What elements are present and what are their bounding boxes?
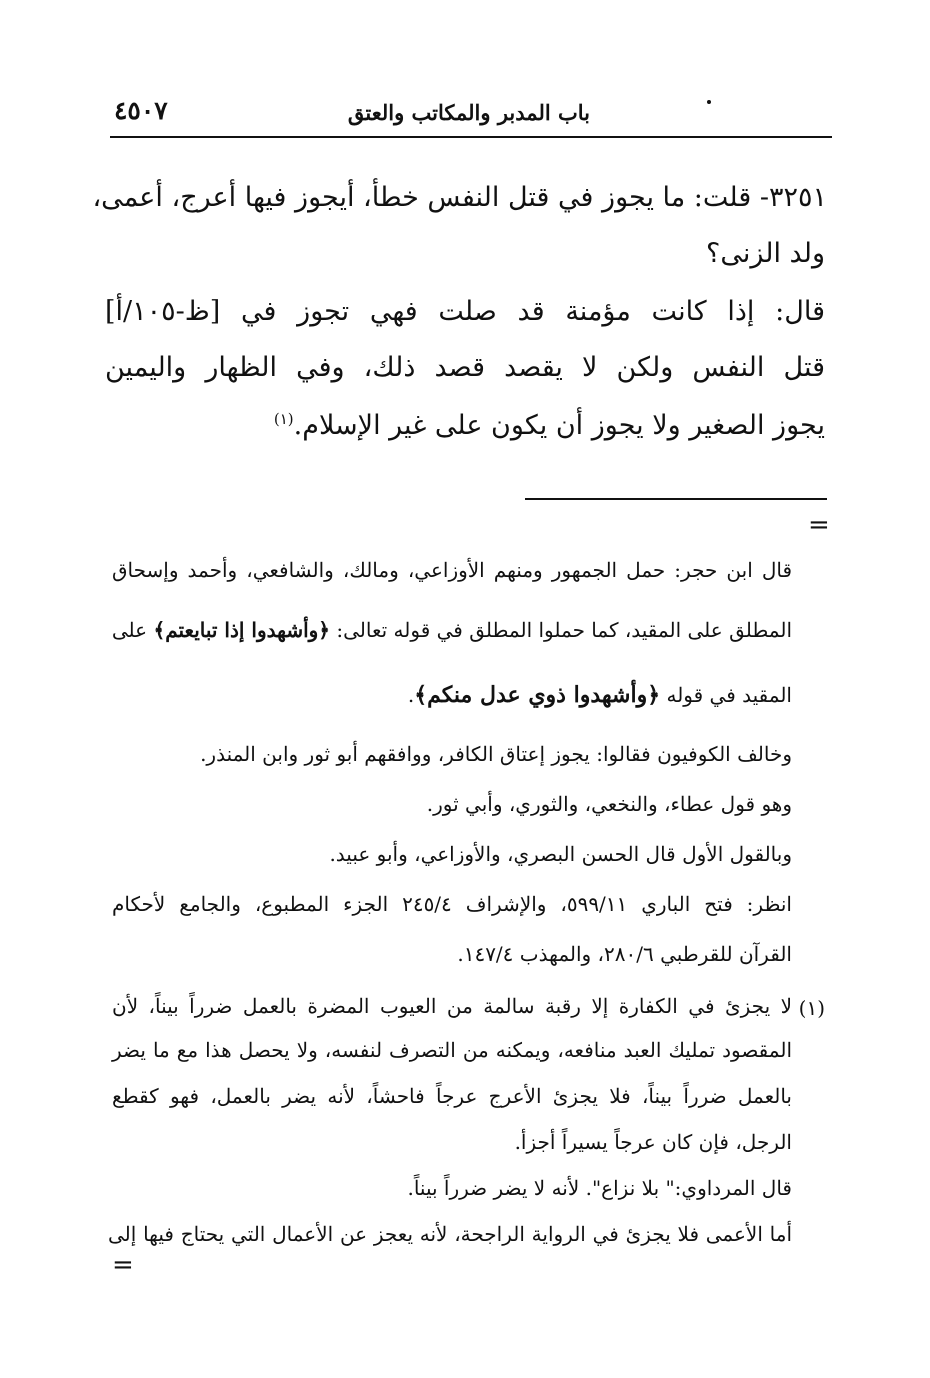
note1-line-1: لا يجزئ في الكفارة إلا رقبة سالمة من العيوب المضرة بالعمل ضرراً بيناً، لأن: [112, 994, 792, 1018]
note1-line-2: المقصود تمليك العبد منافعه، ويمكنه من التصرف لنفسه، ولا يحصل هذا مع ما يضر: [112, 1038, 792, 1062]
main-line-2: ولد الزنى؟: [706, 238, 825, 269]
main-line-5-text: يجوز الصغير ولا يجوز أن يكون على غير الإسلام.: [293, 410, 825, 441]
running-title: باب المدبر والمكاتب والعتق: [347, 100, 590, 125]
footnote-ref-1: (١): [273, 410, 294, 428]
note-line-3: المقيد في قوله ﴿وأشهدوا ذوي عدل منكم﴾.: [407, 682, 792, 708]
page-number: ٤٥٠٧: [114, 96, 168, 125]
footnote-marker-1: (١): [798, 996, 825, 1020]
note-line-2: [112, 618, 792, 642]
note1-line-5: قال المرداوي:" بلا نزاع". لأنه لا يضر ضرراً بيناً.: [407, 1176, 792, 1200]
note1-line-3: بالعمل ضرراً بيناً، فلا يجزئ الأعرج عرجاً فاحشاً، لأنه يضر بالعمل، فهو كقطع: [112, 1084, 792, 1108]
quran-verse-2: ﴿وأشهدوا ذوي عدل منكم﴾: [414, 682, 661, 708]
main-line-4: قتل النفس ولكن لا يقصد قصد ذلك، وفي الظهار واليمين: [105, 352, 825, 383]
main-line-3: قال: إذا كانت مؤمنة قد صلت فهي تجوز في [ظ-١٠٥/أ]: [105, 296, 825, 327]
main-line-1: ٣٢٥١- قلت: ما يجوز في قتل النفس خطأ، أيجوز فيها أعرج، أعمى،: [92, 182, 827, 213]
note1-line-4: الرجل، فإن كان عرجاً يسيراً أجزأ.: [514, 1130, 792, 1154]
note-line-8: القرآن للقرطبي ٢٨٠/٦، والمهذب ١٤٧/٤.: [457, 942, 792, 966]
continuation-mark-bottom: =: [112, 1250, 134, 1280]
note-line-1: قال ابن حجر: حمل الجمهور ومنهم الأوزاعي، ومالك، والشافعي، وأحمد وإسحاق: [112, 558, 792, 582]
continuation-mark-top: =: [808, 510, 830, 540]
note1-line-6: أما الأعمى فلا يجزئ في الرواية الراجحة، لأنه يعجز عن الأعمال التي يحتاج فيها إلى: [108, 1222, 792, 1246]
note-line-7: انظر: فتح الباري ٥٩٩/١١، والإشراف ٢٤٥/٤ الجزء المطبوع، والجامع لأحكام: [112, 892, 792, 916]
note-line-2-end: على: [111, 618, 148, 642]
footnotes: [112, 0, 792, 1300]
note-line-5: وهو قول عطاء، والنخعي، والثوري، وأبي ثور.: [426, 792, 792, 816]
note-line-2-text: المطلق على المقيد، كما حملوا المطلق في قوله تعالى:: [336, 618, 792, 642]
note-line-3-text: المقيد في قوله: [666, 683, 792, 707]
note-line-4: وخالف الكوفيون فقالوا: يجوز إعتاق الكافر، ووافقهم أبو ثور وابن المنذر.: [200, 742, 792, 766]
note-line-6: وبالقول الأول قال الحسن البصري، والأوزاعي، وأبو عبيد.: [329, 842, 792, 866]
quran-verse-1: ﴿وأشهدوا إذا تبايعتم﴾: [153, 618, 331, 642]
